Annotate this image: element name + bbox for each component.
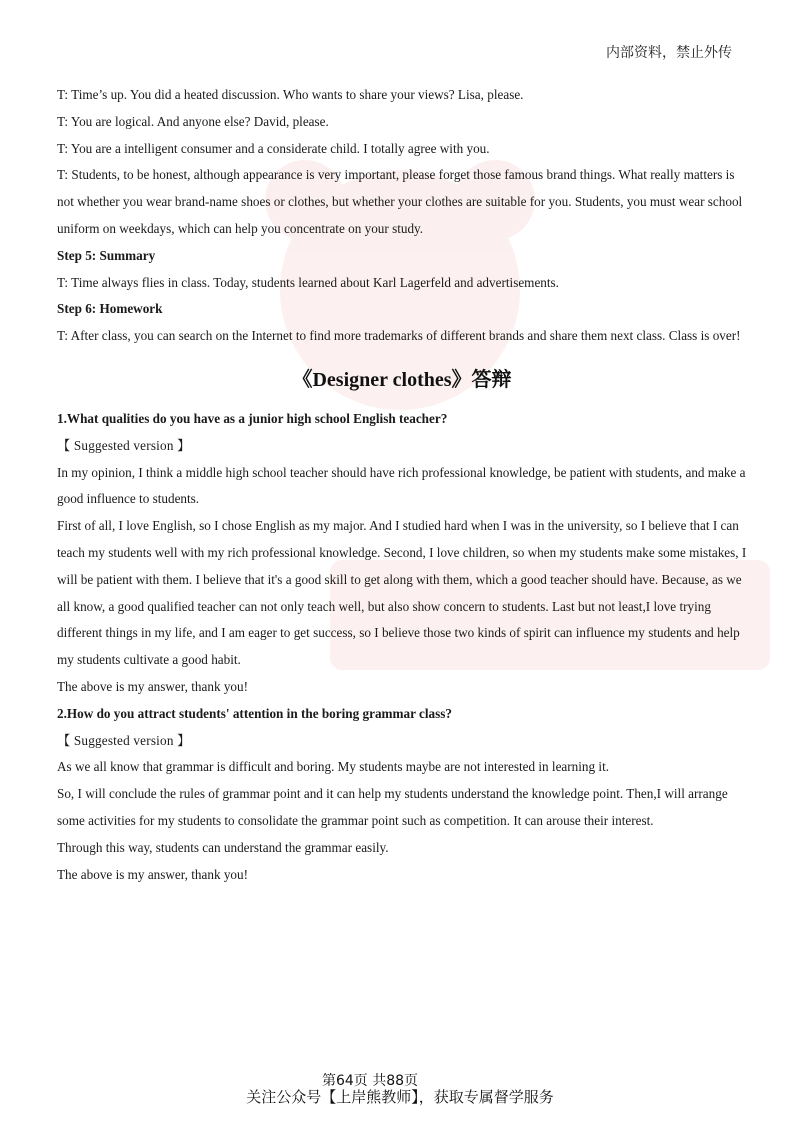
answer-closing: The above is my answer, thank you! [57,678,249,694]
answer-paragraph: In my opinion, I think a middle high school teacher should have rich professional knowledge, be patient with students, and make a good influence to students. [57,464,746,507]
question-1: 1.What qualities do you have as a junior high school English teacher? [57,410,448,426]
suggested-version-label: 【 Suggested version 】 [57,437,191,453]
step5-text: T: Time always flies in class. Today, students learned about Karl Lagerfeld and advertisements. [57,274,559,290]
step6-text: T: After class, you can search on the Internet to find more trademarks of different brands and share them next class. Class is over! [57,328,741,344]
intro-line: T: Time’s up. You did a heated discussion. Who wants to share your views? Lisa, please. [57,87,524,102]
section-title: 《Designer clothes》答辩 [292,368,512,391]
document-body [57,82,747,888]
step5-heading: Step 5: Summary [57,247,156,263]
page-number: 第64页 共88页 [321,1073,419,1089]
step6-heading: Step 6: Homework [57,301,163,317]
footer-promo: 关注公众号【上岸熊教师】，获取专属督学服务 [246,1088,554,1106]
intro-paragraph: T: Students, to be honest, although appearance is very important, please forget those famous brand things. What really matters is not whether you wear brand-name shoes or clothes, but whether your clothes are suitable for you. Students, you must wear school uniform on weekdays, which can help you concentrate on your study. [57,167,743,236]
question-2: 2.How do you attract students' attention in the boring grammar class? [57,705,453,721]
answer-paragraph: So, I will conclude the rules of grammar point and it can help my students understand the knowledge point. Then,I will arrange some activities for my students to consolidate the grammar point such as competition. It can arouse their interest. [57,786,728,828]
confidential-note: 内部资料，禁止外传 [606,45,732,61]
answer-paragraph: As we all know that grammar is difficult and boring. My students maybe are not interested in learning it. [57,759,610,775]
answer-closing: The above is my answer, thank you! [57,866,249,882]
suggested-version-label: 【 Suggested version 】 [57,732,191,748]
answer-paragraph: First of all, I love English, so I chose English as my major. And I studied hard when I was in the university, so I believe that I can teach my students well with my rich professional knowledge. Second, I love children, so when my students make some mistakes, I will be patient with them. I believe that it's a good skill to get along with them, which a good teacher should have. Because, as we all know, a good qualified teacher can not only teach well, but also show concern to students. Last but not least,I love trying different things in my life, and I am eager to get success, so I believe those two kinds of spirit can influence my students and help my students cultivate a good habit. [57,518,747,668]
intro-line: T: You are logical. And anyone else? David, please. [57,113,329,129]
intro-line: T: You are a intelligent consumer and a considerate child. I totally agree with you. [57,140,490,156]
answer-paragraph: Through this way, students can understand the grammar easily. [57,839,389,855]
